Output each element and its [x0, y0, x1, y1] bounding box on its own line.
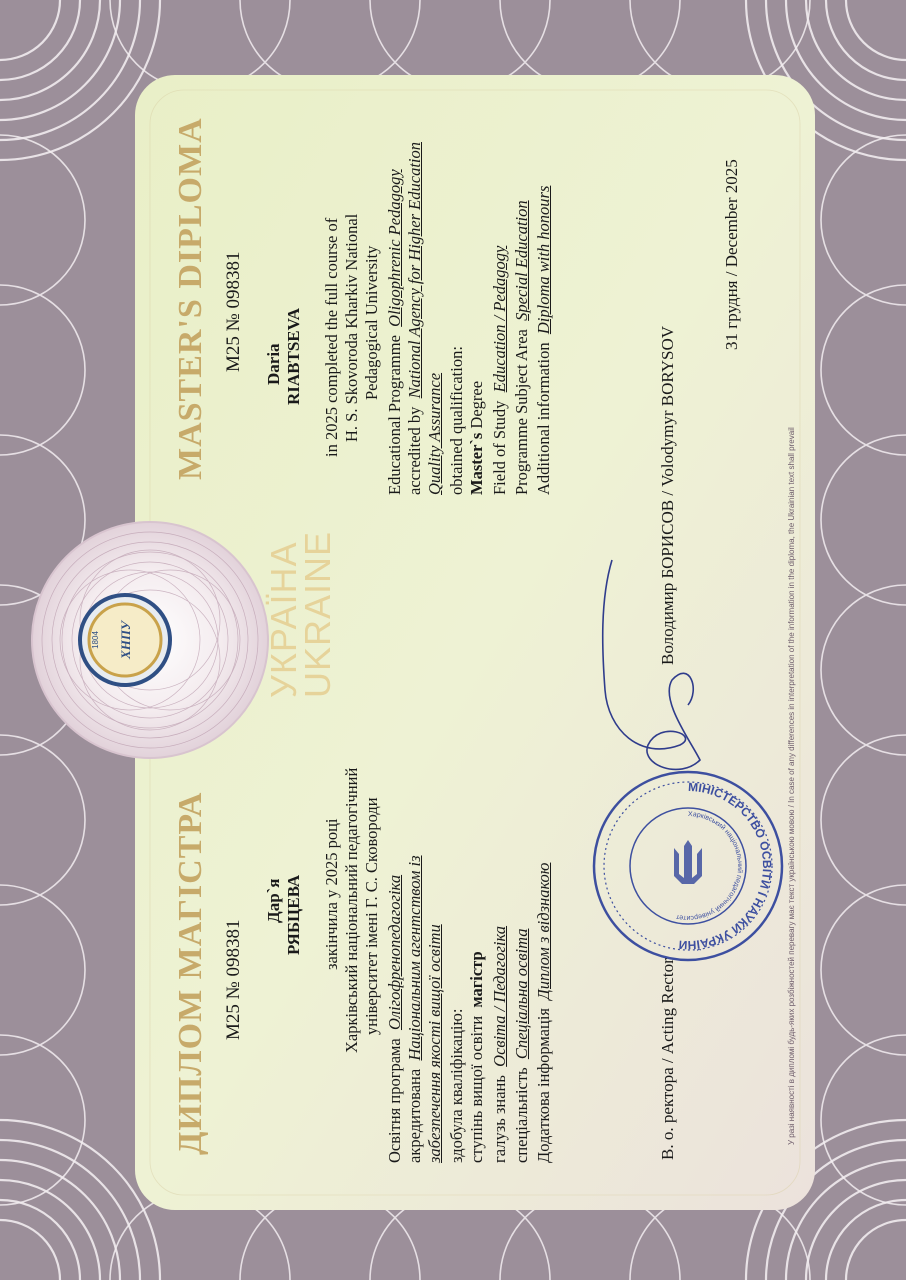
rector-name: Володимир БОРИСОВ / Volodymyr BORYSOV	[658, 325, 677, 665]
en-programme-line	[385, 169, 405, 495]
ua-accredited-label: акредитована	[405, 1068, 424, 1163]
en-additional-value: Diploma with honours	[534, 185, 553, 335]
country-en: UKRAINE	[297, 530, 338, 698]
language-disclaimer: У разі наявності в дипломі будь-яких розбіжностей перевагу має текст українською мовою / In case of any differences in interpretation of the information in the diploma, the Ukrainian text shall prevail	[787, 427, 796, 1145]
en-accredited-line	[405, 142, 425, 495]
en-degree-line	[467, 381, 487, 495]
svg-text:Харківський національний педаг: Харківський національний педагогічний університет	[675, 810, 744, 922]
ua-obtained-qualification: здобула кваліфікацію:	[447, 1008, 466, 1163]
en-subject-value: Special Education	[512, 200, 531, 321]
en-additional-line	[534, 186, 554, 495]
svg-text:ХНПУ: ХНПУ	[118, 621, 133, 659]
ua-diploma-number: M25 № 098381	[223, 919, 244, 1040]
ua-first-name: Дар`я	[264, 878, 283, 923]
ua-field-line	[490, 926, 510, 1163]
ua-completed-year: закінчила у 2025 році	[322, 818, 341, 970]
rector-position: В. о. ректора / Acting Rector	[658, 958, 677, 1160]
en-programme-value: Oligophrenic Pedagogy	[385, 169, 404, 327]
en-title: MASTER'S DIPLOMA	[172, 117, 209, 480]
en-degree-suffix: Degree	[467, 380, 486, 429]
en-field-line	[490, 246, 510, 495]
ua-field-label: галузь знань	[490, 1075, 509, 1163]
ua-university-line2: університет імені Г. С. Сковороди	[362, 797, 381, 1035]
en-degree-label: Master`s	[467, 432, 486, 495]
en-university-line1: H. S. Skovoroda Kharkiv National	[342, 213, 361, 442]
ua-specialty-line	[512, 929, 532, 1163]
en-accredited-value: National Agency for Higher Education	[405, 142, 424, 399]
en-subject-line	[512, 200, 532, 495]
ua-last-name: РЯБЦЕВА	[284, 874, 303, 955]
ua-programme-line	[385, 875, 405, 1163]
en-completed-year: in 2025 completed the full course of	[322, 217, 341, 457]
ua-additional-value: Диплом з відзнакою	[534, 862, 553, 1000]
ua-degree-line	[467, 951, 487, 1163]
ua-programme-value: Олігофренопедагогіка	[385, 874, 404, 1031]
ua-degree-value: магістр	[467, 951, 486, 1008]
en-diploma-number: M25 № 098381	[223, 251, 244, 372]
ua-university-line1: Харківський національний педагогічний	[342, 767, 361, 1053]
en-additional-label: Additional information	[534, 342, 553, 495]
ua-accredited-line	[405, 855, 425, 1163]
en-programme-label: Educational Programme	[385, 335, 404, 495]
en-field-label: Field of Study	[490, 400, 509, 495]
en-university-line2: Pedagogical University	[362, 245, 381, 400]
en-accredited-label: accredited by	[405, 406, 424, 495]
svg-text:1804: 1804	[91, 631, 100, 649]
ua-field-value: Освіта / Педагогіка	[490, 925, 509, 1067]
en-first-name: Daria	[264, 343, 283, 385]
ua-accredited-value: Національним агентством із	[405, 855, 424, 1061]
ua-additional-line	[534, 863, 554, 1163]
ua-title: ДИПЛОМ МАГІСТРА	[172, 791, 209, 1155]
country-ua: УКРАЇНА	[263, 541, 304, 698]
en-last-name: RIABTSEVA	[284, 307, 303, 405]
en-subject-label: Programme Subject Area	[512, 329, 531, 495]
ua-accredited-value-cont: забезпечення якості вищої освіти	[425, 924, 444, 1163]
en-accredited-value-cont: Quality Assurance	[425, 372, 444, 495]
ua-degree-label: ступінь вищої освіти	[467, 1015, 486, 1163]
svg-text:МІНІСТЕРСТВО ОСВІТИ І НАУКИ УК: МІНІСТЕРСТВО ОСВІТИ І НАУКИ УКРАЇНИ	[678, 779, 775, 953]
en-field-value: Education / Pedagogy	[490, 245, 509, 393]
ua-programme-label: Освітня програма	[385, 1038, 404, 1163]
en-obtained-qualification: obtained qualification:	[447, 346, 466, 495]
ua-specialty-label: спеціальність	[512, 1067, 531, 1163]
ua-additional-label: Додаткова інформація	[534, 1008, 553, 1163]
ua-specialty-value: Спеціальна освіта	[512, 928, 531, 1060]
issue-date: 31 грудня / December 2025	[722, 159, 741, 350]
